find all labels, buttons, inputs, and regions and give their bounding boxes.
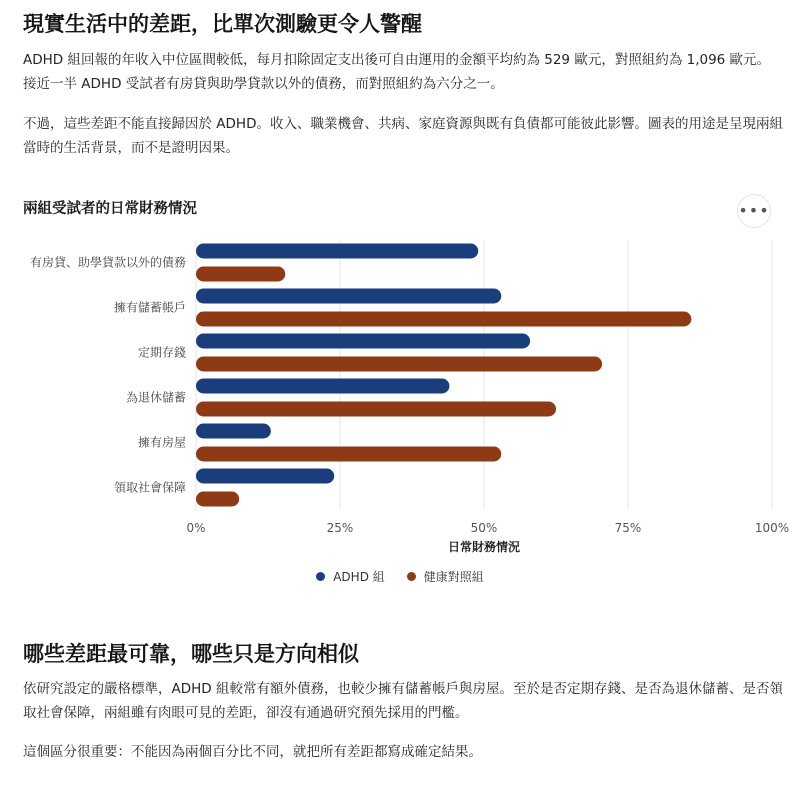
paragraph-income-debt: ADHD 組回報的年收入中位區間較低，每月扣除固定支出後可自由運用的金額平均約為 529 歐元，對照組約為 1,096 歐元。接近一半 ADHD 受試者有房貸與助學貸款以外的債務，而對照組約為六分之一。 bbox=[23, 52, 771, 92]
x-tick-label: 100% bbox=[754, 521, 790, 535]
category-label: 擁有房屋 bbox=[137, 435, 186, 450]
bar-control[interactable] bbox=[196, 447, 501, 462]
category-label: 為退休儲蓄 bbox=[125, 390, 186, 405]
bar-control[interactable] bbox=[196, 402, 556, 417]
x-tick-label: 0% bbox=[186, 521, 206, 535]
legend-dot-icon bbox=[316, 572, 325, 581]
bar-adhd[interactable] bbox=[196, 469, 334, 484]
legend-label-control: 健康對照組 bbox=[423, 570, 484, 584]
category-label: 領取社會保障 bbox=[113, 480, 186, 495]
category-label: 定期存錢 bbox=[137, 345, 186, 360]
x-tick-label: 75% bbox=[614, 521, 642, 535]
category-label: 擁有儲蓄帳戶 bbox=[113, 300, 186, 315]
bar-control[interactable] bbox=[196, 312, 691, 327]
legend-label-adhd: ADHD 組 bbox=[333, 570, 385, 584]
bar-adhd[interactable] bbox=[196, 424, 271, 439]
paragraph-causation-caveat: 不過，這些差距不能直接歸因於 ADHD。收入、職業機會、共病、家庭資源與既有負債都可能彼此影響。圖表的用途是呈現兩組當時的生活背景，而不是證明因果。 bbox=[23, 116, 783, 156]
bar-adhd[interactable] bbox=[196, 244, 478, 259]
x-tick-label: 50% bbox=[470, 521, 498, 535]
bar-adhd[interactable] bbox=[196, 334, 530, 349]
bar-chart bbox=[0, 230, 800, 560]
section-title-reliable-gaps: 哪些差距最可靠，哪些只是方向相似 bbox=[23, 642, 359, 666]
bar-control[interactable] bbox=[196, 357, 602, 372]
x-tick-label: 25% bbox=[326, 521, 354, 535]
bar-adhd[interactable] bbox=[196, 289, 501, 304]
legend-item-control[interactable] bbox=[407, 568, 484, 585]
paragraph-distinction-note: 這個區分很重要：不能因為兩個百分比不同，就把所有差距都寫成確定結果。 bbox=[23, 744, 482, 760]
chart-title: 兩組受試者的日常財務情況 bbox=[23, 201, 197, 217]
legend-item-adhd[interactable] bbox=[316, 568, 385, 585]
paragraph-strict-criteria: 依研究設定的嚴格標準，ADHD 組較常有額外債務，也較少擁有儲蓄帳戶與房屋。至於是否定期存錢、是否為退休儲蓄、是否領取社會保障，兩組雖有肉眼可見的差距，卻沒有通過研究預先採用的門檻。 bbox=[23, 681, 783, 721]
more-options-button[interactable]: ••• bbox=[737, 194, 771, 228]
bar-control[interactable] bbox=[196, 267, 285, 282]
category-label: 有房貸、助學貸款以外的債務 bbox=[29, 255, 186, 270]
chart-legend bbox=[0, 568, 800, 585]
x-axis-label: 日常財務情況 bbox=[447, 540, 521, 554]
section-title-real-life-gap: 現實生活中的差距，比單次測驗更令人警醒 bbox=[23, 12, 422, 36]
bar-adhd[interactable] bbox=[196, 379, 449, 394]
legend-dot-icon bbox=[407, 572, 416, 581]
bar-control[interactable] bbox=[196, 492, 239, 507]
